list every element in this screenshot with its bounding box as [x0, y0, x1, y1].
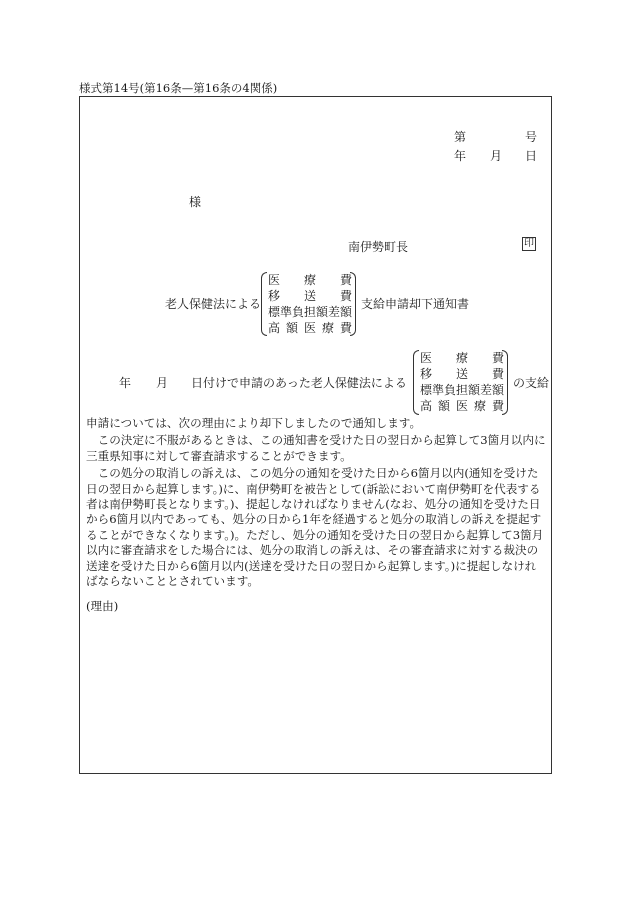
number-dai: 第 [454, 130, 467, 144]
date-year: 年 [454, 149, 467, 163]
addressee-suffix: 様 [189, 195, 202, 209]
title-left-brace [261, 272, 267, 336]
notice-paragraph-rejection: 申請については、次の理由により却下しましたので通知します。 [86, 416, 422, 430]
notice-body [86, 416, 546, 617]
title-item-medical: 医 療 費 [268, 273, 352, 287]
date-day: 日 [525, 149, 538, 163]
body-text: 日付けで申請のあった老人保健法による [191, 376, 407, 390]
body-benefit-list [420, 350, 504, 414]
notice-paragraph-appeal: この決定に不服があるときは、この通知書を受けた日の翌日から起算して3箇月以内に三重県知事に対して審査請求することができます。 [86, 433, 546, 463]
body-year: 年 [119, 376, 132, 390]
body-left-brace [413, 350, 419, 415]
title-prefix: 老人保健法による [165, 297, 262, 311]
body-right-brace [502, 350, 508, 415]
body-item-transport: 移 送 費 [420, 367, 504, 381]
body-month: 月 [156, 376, 169, 390]
title-item-standard-burden: 標準負担額差額 [268, 305, 353, 319]
title-item-high-cost: 高 額 医 療 費 [268, 321, 352, 335]
issuer-name: 南伊勢町長 [348, 240, 409, 254]
body-item-high-cost: 高 額 医 療 費 [420, 399, 504, 413]
title-item-transport: 移 送 費 [268, 289, 352, 303]
number-go: 号 [525, 130, 538, 144]
body-item-medical: 医 療 費 [420, 351, 504, 365]
form-title: 様式第14号(第16条—第16条の4関係) [79, 81, 278, 95]
title-suffix: 支給申請却下通知書 [361, 297, 470, 311]
date-month: 月 [490, 149, 503, 163]
title-benefit-list [268, 272, 352, 336]
body-suffix: の支給 [513, 376, 550, 390]
seal-mark: 印 [524, 238, 534, 249]
notice-paragraph-lawsuit: この処分の取消しの訴えは、この処分の通知を受けた日から6箇月以内(通知を受けた日の翌日から起算します。)に、南伊勢町を被告として(訴訟において南伊勢町を代表する者は南伊勢町長となります。)、提起しなければなりません(なお、処分の通知を受けた日から6箇月以内であっても、処分の日から1年を経過すると処分の取消しの訴えを提起することができなくなります。)。ただし、処分の通知を受けた日の翌日から起算して3箇月以内に審査請求をした場合には、処分の取消しの訴えは、その審査請求に対する裁決の送達を受けた日から6箇月以内(送達を受けた日の翌日から起算します。)に提起しなければならないこととされています。 [86, 466, 544, 589]
reason-label: (理由) [86, 599, 119, 614]
body-item-standard-burden: 標準負担額差額 [420, 383, 505, 397]
title-right-brace [350, 272, 356, 336]
